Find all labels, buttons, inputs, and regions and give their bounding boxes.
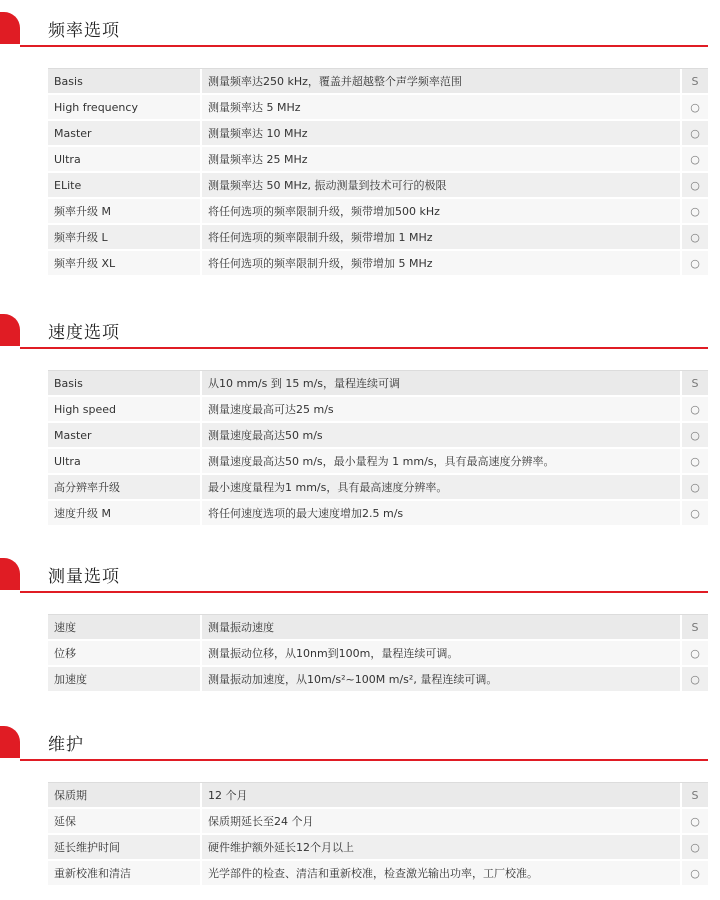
option-description: 测量频率达 5 MHz — [202, 95, 682, 121]
section-title: 维护 — [48, 735, 84, 755]
table-row — [48, 173, 708, 199]
option-mark: ○ — [682, 121, 708, 147]
table-row — [48, 95, 708, 121]
option-name: 频率升级 M — [48, 199, 202, 225]
option-mark: ○ — [682, 501, 708, 527]
option-name: 速度 — [48, 615, 202, 641]
option-name: Basis — [48, 69, 202, 95]
option-description: 保质期延长至24 个月 — [202, 809, 682, 835]
option-name: Master — [48, 121, 202, 147]
option-mark: ○ — [682, 809, 708, 835]
section-marker — [0, 726, 20, 758]
section-header — [0, 556, 720, 586]
option-name: Ultra — [48, 147, 202, 173]
option-mark: ○ — [682, 173, 708, 199]
option-name: High speed — [48, 397, 202, 423]
table-row — [48, 835, 708, 861]
table-row — [48, 667, 708, 693]
option-name: ELite — [48, 173, 202, 199]
option-description: 硬件维护额外延长12个月以上 — [202, 835, 682, 861]
option-name: 频率升级 XL — [48, 251, 202, 277]
option-description: 将任何选项的频率限制升级，频带增加500 kHz — [202, 199, 682, 225]
option-name: 加速度 — [48, 667, 202, 693]
option-name: 高分辨率升级 — [48, 475, 202, 501]
option-description: 测量频率达 25 MHz — [202, 147, 682, 173]
table-row — [48, 371, 708, 397]
option-description: 测量频率达 10 MHz — [202, 121, 682, 147]
maintenance-options-table — [48, 782, 708, 887]
section-header — [0, 312, 720, 342]
option-description: 将任何速度选项的最大速度增加2.5 m/s — [202, 501, 682, 527]
table-row — [48, 199, 708, 225]
option-description: 测量频率达 50 MHz, 振动测量到技术可行的极限 — [202, 173, 682, 199]
option-mark: S — [682, 615, 708, 641]
option-name: Ultra — [48, 449, 202, 475]
option-description: 测量频率达250 kHz，覆盖并超越整个声学频率范围 — [202, 69, 682, 95]
table-row — [48, 615, 708, 641]
section-divider — [20, 347, 708, 349]
table-row — [48, 641, 708, 667]
option-mark: ○ — [682, 449, 708, 475]
option-mark: ○ — [682, 147, 708, 173]
section-marker — [0, 314, 20, 346]
option-mark: ○ — [682, 423, 708, 449]
option-name: 重新校准和清洁 — [48, 861, 202, 887]
option-name: 延长维护时间 — [48, 835, 202, 861]
table-row — [48, 501, 708, 527]
option-description: 将任何选项的频率限制升级，频带增加 1 MHz — [202, 225, 682, 251]
section-divider — [20, 591, 708, 593]
table-row — [48, 225, 708, 251]
option-mark: ○ — [682, 95, 708, 121]
table-row — [48, 251, 708, 277]
section-title: 测量选项 — [48, 567, 120, 587]
option-name: 位移 — [48, 641, 202, 667]
section-header — [0, 724, 720, 754]
section-marker — [0, 558, 20, 590]
option-description: 最小速度量程为1 mm/s，具有最高速度分辨率。 — [202, 475, 682, 501]
section-frequency-options — [0, 10, 720, 270]
option-mark: ○ — [682, 225, 708, 251]
section-divider — [20, 45, 708, 47]
option-description: 从10 mm/s 到 15 m/s，量程连续可调 — [202, 371, 682, 397]
section-speed-options — [0, 312, 720, 520]
option-mark: ○ — [682, 397, 708, 423]
section-marker — [0, 12, 20, 44]
option-mark: ○ — [682, 835, 708, 861]
table-row — [48, 783, 708, 809]
option-description: 测量振动位移，从10nm到100m，量程连续可调。 — [202, 641, 682, 667]
table-row — [48, 397, 708, 423]
section-maintenance — [0, 724, 720, 880]
option-mark: ○ — [682, 199, 708, 225]
table-row — [48, 449, 708, 475]
table-row — [48, 809, 708, 835]
option-mark: ○ — [682, 475, 708, 501]
section-measurement-options — [0, 556, 720, 686]
option-mark: ○ — [682, 667, 708, 693]
option-description: 测量振动加速度，从10m/s²~100M m/s², 量程连续可调。 — [202, 667, 682, 693]
section-title: 速度选项 — [48, 323, 120, 343]
option-description: 测量速度最高可达25 m/s — [202, 397, 682, 423]
option-name: 延保 — [48, 809, 202, 835]
measurement-options-table — [48, 614, 708, 693]
option-mark: S — [682, 371, 708, 397]
option-mark: ○ — [682, 641, 708, 667]
option-description: 测量速度最高达50 m/s，最小量程为 1 mm/s，具有最高速度分辨率。 — [202, 449, 682, 475]
option-name: High frequency — [48, 95, 202, 121]
section-header — [0, 10, 720, 40]
option-name: 速度升级 M — [48, 501, 202, 527]
option-mark: S — [682, 783, 708, 809]
speed-options-table — [48, 370, 708, 527]
table-row — [48, 423, 708, 449]
option-name: 频率升级 L — [48, 225, 202, 251]
table-row — [48, 861, 708, 887]
table-row — [48, 475, 708, 501]
option-name: Master — [48, 423, 202, 449]
option-mark: S — [682, 69, 708, 95]
table-row — [48, 121, 708, 147]
option-description: 测量速度最高达50 m/s — [202, 423, 682, 449]
frequency-options-table — [48, 68, 708, 277]
option-description: 光学部件的检查、清洁和重新校准，检查激光输出功率，工厂校准。 — [202, 861, 682, 887]
option-description: 将任何选项的频率限制升级，频带增加 5 MHz — [202, 251, 682, 277]
table-row — [48, 147, 708, 173]
section-title: 频率选项 — [48, 21, 120, 41]
option-description: 12 个月 — [202, 783, 682, 809]
option-mark: ○ — [682, 251, 708, 277]
option-name: 保质期 — [48, 783, 202, 809]
option-mark: ○ — [682, 861, 708, 887]
option-name: Basis — [48, 371, 202, 397]
option-description: 测量振动速度 — [202, 615, 682, 641]
table-row — [48, 69, 708, 95]
section-divider — [20, 759, 708, 761]
